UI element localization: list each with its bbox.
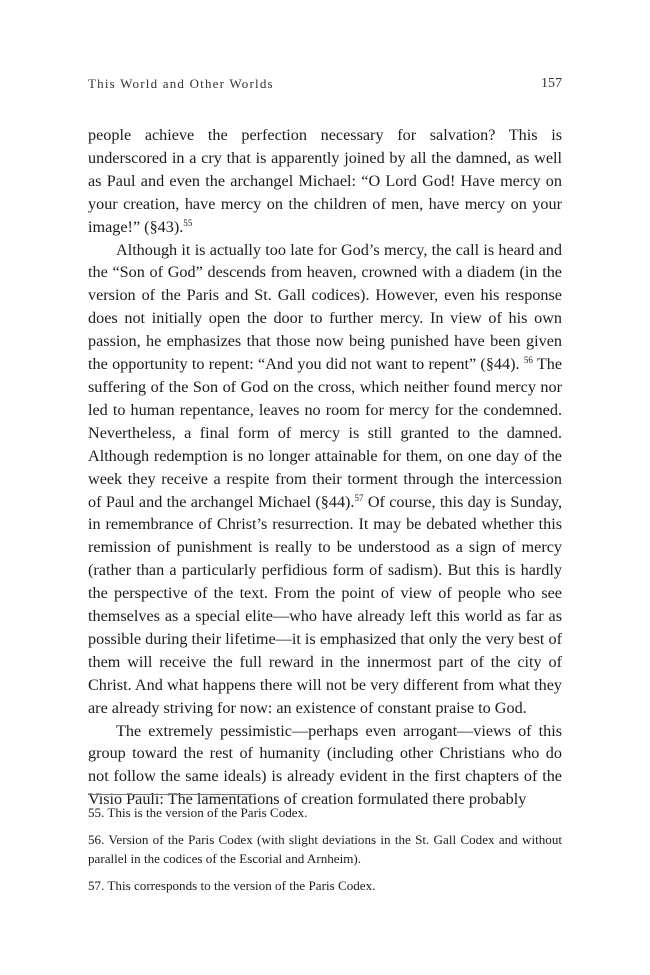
footnote-ref[interactable]: 57 bbox=[354, 492, 364, 503]
page-number: 157 bbox=[541, 76, 562, 91]
footnote: 55. This is the version of the Paris Codex. bbox=[88, 805, 308, 820]
footnote-ref[interactable]: 56 bbox=[523, 355, 533, 366]
paragraph-text: Of course, this day is Sunday, in remembrance of Christ’s resurrection. It may be debated whether this remission of punishment is really to be understood as a sign of mercy (rather than a particularly perfidious form of sadism). But this is hardly the perspective of the text. From the point of view of people who see themselves as a special elite—who have already left this world as far as possible during their lifetime—it is emphasized that only the very best of them will receive the full reward in the innermost part of the city of Christ. And what happens there will not be very different from what they are already striving for now: an existence of constant praise to God. bbox=[88, 492, 562, 717]
main-text bbox=[88, 124, 562, 811]
footnote: 56. Version of the Paris Codex (with slight deviations in the St. Gall Codex and without parallel in the codices of the Escorial and Arnheim). bbox=[88, 832, 562, 866]
paragraph-text: The extremely pessimistic—perhaps even arrogant—views of this group toward the rest of humanity (including other Christians who do not follow the same ideals) is already evident in the first chapters of the Visio Pauli: The lamentations of creation formulated there probably bbox=[88, 721, 562, 809]
running-head bbox=[88, 76, 562, 92]
paragraph-text: people achieve the perfection necessary for salvation? This is underscored in a cry that is apparently joined by all the damned, as well as Paul and even the archangel Michael: “O Lord God! Have mercy on your creation, have mercy on the children of men, have mercy on your image!” (§43). bbox=[88, 126, 562, 236]
paragraph bbox=[88, 124, 562, 239]
paragraph-text: Although it is actually too late for God’s mercy, the call is heard and the “Son of God” descends from heaven, crowned with a diadem (in the version of the Paris and St. Gall codices). However, even his response does not initially open the door to further mercy. In view of his own passion, he emphasizes that those now being punished have been given the opportunity to repent: “And you did not want to repent” (§44). bbox=[88, 240, 562, 374]
footnote: 57. This corresponds to the version of the Paris Codex. bbox=[88, 878, 376, 893]
paragraph bbox=[88, 239, 562, 720]
paragraph bbox=[88, 720, 562, 812]
paragraph-text: The suffering of the Son of God on the cross, which neither found mercy nor led to human repentance, leaves no room for mercy for the condemned. Nevertheless, a final form of mercy is still granted to the damned. Although redemption is no longer attainable for them, on one day of the week they receive a respite from their torment through the intercession of Paul and the archangel Michael (§44). bbox=[88, 355, 563, 511]
footnote-divider bbox=[88, 794, 256, 795]
footnotes bbox=[88, 803, 562, 903]
running-title: This World and Other Worlds bbox=[88, 76, 274, 91]
footnote-ref[interactable]: 55 bbox=[183, 217, 193, 228]
